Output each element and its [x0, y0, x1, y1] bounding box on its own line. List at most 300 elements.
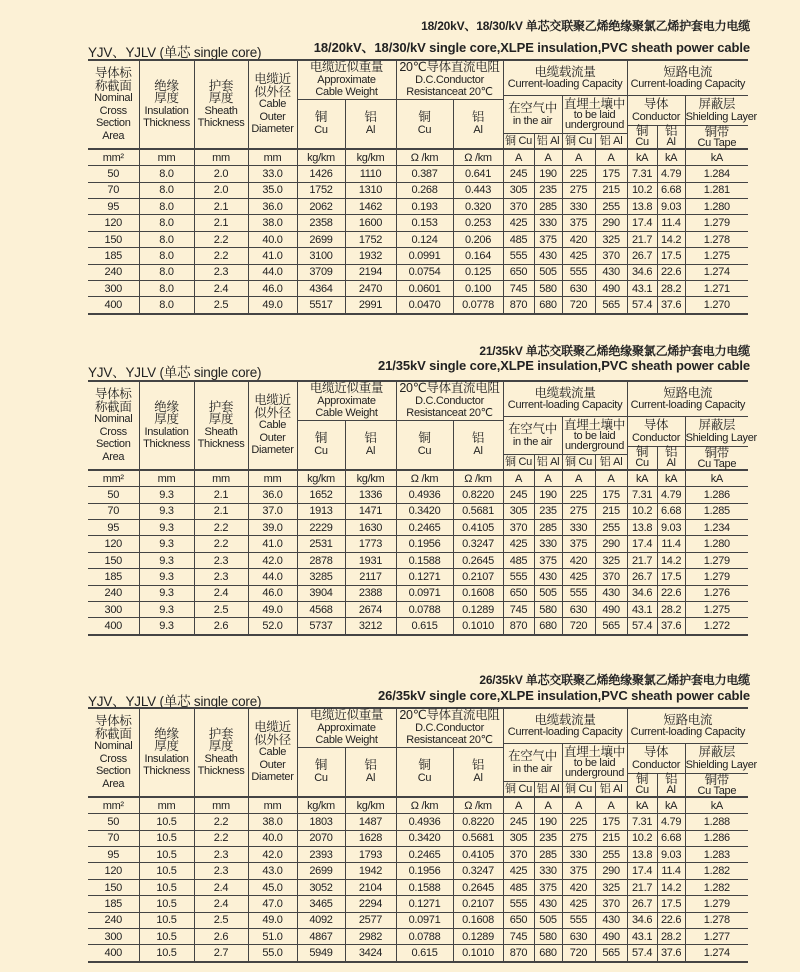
- data-cell: 650: [503, 585, 534, 601]
- header-line: D.C.Conductor: [415, 721, 484, 734]
- header-sheath: [194, 60, 248, 149]
- data-cell: 22.6: [657, 912, 685, 928]
- header-al: [657, 774, 685, 798]
- table-row: [88, 830, 748, 846]
- data-cell: 0.3247: [453, 863, 503, 879]
- unit-cell: mm: [248, 470, 297, 487]
- header-line: Approximate: [317, 73, 376, 86]
- header-line: 铝: [364, 431, 377, 446]
- data-cell: 2.2: [194, 536, 248, 552]
- data-cell: 2062: [297, 199, 345, 215]
- data-cell: 505: [534, 264, 562, 280]
- data-cell: 2.2: [194, 814, 248, 830]
- data-cell: 580: [534, 928, 562, 944]
- table-row: [88, 199, 748, 215]
- data-cell: 1.274: [685, 264, 748, 280]
- header-line: 20℃导体直流电阻: [399, 60, 500, 74]
- data-cell: 52.0: [248, 618, 297, 635]
- data-cell: 240: [88, 912, 139, 928]
- header-line: Thickness: [197, 765, 245, 778]
- data-cell: 1.270: [685, 297, 748, 314]
- unit-cell: mm: [139, 797, 194, 814]
- data-cell: 22.6: [657, 585, 685, 601]
- data-cell: 2.4: [194, 585, 248, 601]
- data-cell: 720: [562, 945, 595, 962]
- header-line: Insulation: [144, 104, 189, 117]
- data-cell: 1.275: [685, 248, 748, 264]
- data-cell: 745: [503, 280, 534, 296]
- data-cell: 42.0: [248, 552, 297, 568]
- data-cell: 2.0: [194, 166, 248, 182]
- header-line: 铜: [314, 431, 328, 446]
- unit-cell: kg/km: [297, 797, 345, 814]
- header-insulation: [139, 381, 194, 470]
- data-cell: 10.5: [139, 879, 194, 895]
- data-cell: 1471: [345, 503, 396, 519]
- data-cell: 305: [503, 503, 534, 519]
- data-cell: 21.7: [627, 879, 657, 895]
- data-cell: 330: [534, 536, 562, 552]
- header-cu-short: 铜 Cu: [503, 134, 534, 150]
- data-cell: 1.271: [685, 280, 748, 296]
- data-cell: 175: [595, 814, 627, 830]
- data-cell: 0.1956: [396, 863, 453, 879]
- data-cell: 430: [595, 585, 627, 601]
- data-cell: 0.125: [453, 264, 503, 280]
- data-cell: 46.0: [248, 280, 297, 296]
- data-cell: 505: [534, 585, 562, 601]
- header-short-circuit: [627, 60, 748, 96]
- data-cell: 1793: [345, 847, 396, 863]
- data-cell: 290: [595, 863, 627, 879]
- data-cell: 0.1271: [396, 896, 453, 912]
- data-cell: 720: [562, 297, 595, 314]
- unit-cell: mm: [194, 470, 248, 487]
- header-line: Cable Weight: [315, 734, 378, 746]
- table-row: [88, 215, 748, 231]
- data-cell: 1.279: [685, 569, 748, 585]
- data-cell: 650: [503, 912, 534, 928]
- data-cell: 17.5: [657, 569, 685, 585]
- table-row: [88, 520, 748, 536]
- data-cell: 0.1956: [396, 536, 453, 552]
- data-cell: 2.3: [194, 264, 248, 280]
- header-line: Current-loading Capacity: [630, 726, 746, 738]
- data-cell: 0.4936: [396, 814, 453, 830]
- header-line: Shielding Layer: [685, 110, 757, 123]
- unit-cell: A: [562, 797, 595, 814]
- data-cell: 630: [562, 928, 595, 944]
- header-line: 短路电流: [663, 712, 713, 727]
- data-cell: 425: [562, 248, 595, 264]
- data-cell: 680: [534, 297, 562, 314]
- unit-cell: A: [534, 470, 562, 487]
- data-cell: 1.272: [685, 618, 748, 635]
- data-cell: 2699: [297, 231, 345, 247]
- unit-cell: mm²: [88, 797, 139, 814]
- data-cell: 5737: [297, 618, 345, 635]
- data-cell: 1.275: [685, 601, 748, 617]
- data-cell: 28.2: [657, 928, 685, 944]
- data-cell: 1630: [345, 520, 396, 536]
- header-al-short: 铝 Al: [534, 455, 562, 471]
- unit-cell: mm: [139, 470, 194, 487]
- spec-table: [88, 707, 757, 963]
- header-line: Cu: [635, 457, 649, 470]
- data-cell: 13.8: [627, 847, 657, 863]
- header-line: Current-loading Capacity: [507, 399, 623, 411]
- data-cell: 3212: [345, 618, 396, 635]
- section-title-cn: 21/35kV 单芯交联聚乙烯绝缘聚氯乙烯护套电力电缆: [479, 344, 750, 358]
- data-cell: 225: [562, 487, 595, 503]
- header-cu: [297, 99, 345, 149]
- data-cell: 2470: [345, 280, 396, 296]
- unit-cell: Ω /km: [453, 470, 503, 487]
- header-line: Nominal: [94, 740, 133, 753]
- data-cell: 1.279: [685, 552, 748, 568]
- data-cell: 1.288: [685, 814, 748, 830]
- header-line: Cu: [635, 784, 649, 797]
- data-cell: 4867: [297, 928, 345, 944]
- header-short-circuit: [627, 708, 748, 744]
- data-cell: 9.3: [139, 487, 194, 503]
- data-cell: 0.0788: [396, 601, 453, 617]
- data-cell: 555: [503, 569, 534, 585]
- data-cell: 0.387: [396, 166, 453, 182]
- data-cell: 70: [88, 182, 139, 198]
- data-cell: 1931: [345, 552, 396, 568]
- header-line: 短路电流: [663, 385, 713, 400]
- unit-cell: mm: [194, 149, 248, 166]
- header-line: underground: [564, 440, 625, 453]
- header-line: Current-loading Capacity: [507, 78, 623, 90]
- header-line: Cable: [258, 98, 287, 111]
- unit-cell: kg/km: [345, 149, 396, 166]
- data-cell: 190: [534, 166, 562, 182]
- data-cell: 240: [88, 585, 139, 601]
- data-cell: 330: [562, 520, 595, 536]
- table-row: [88, 601, 748, 617]
- data-cell: 9.03: [657, 847, 685, 863]
- table-row: [88, 912, 748, 928]
- data-cell: 330: [562, 199, 595, 215]
- header-line: Cu: [314, 771, 328, 784]
- header-cu: [396, 747, 453, 797]
- unit-cell: mm²: [88, 470, 139, 487]
- data-cell: 10.5: [139, 814, 194, 830]
- data-cell: 425: [503, 863, 534, 879]
- unit-cell: A: [503, 149, 534, 166]
- data-cell: 2294: [345, 896, 396, 912]
- data-cell: 0.5681: [453, 503, 503, 519]
- data-cell: 34.6: [627, 264, 657, 280]
- data-cell: 375: [534, 231, 562, 247]
- data-cell: 485: [503, 231, 534, 247]
- header-line: Nominal: [94, 92, 133, 105]
- header-shielding: [685, 744, 757, 774]
- data-cell: 35.0: [248, 182, 297, 198]
- data-cell: 370: [595, 569, 627, 585]
- data-cell: 17.4: [627, 863, 657, 879]
- data-cell: 9.3: [139, 601, 194, 617]
- data-cell: 1652: [297, 487, 345, 503]
- header-conductor: [627, 96, 685, 126]
- header-line: Area: [102, 450, 125, 463]
- unit-cell: kA: [657, 797, 685, 814]
- header-line: Current-loading Capacity: [630, 78, 746, 90]
- header-line: Shielding Layer: [685, 758, 757, 771]
- header-al: [657, 126, 685, 150]
- data-cell: 0.0778: [453, 297, 503, 314]
- header-line: 20℃导体直流电阻: [399, 381, 500, 395]
- header-cu: [297, 747, 345, 797]
- data-cell: 3052: [297, 879, 345, 895]
- header-sheath: [194, 381, 248, 470]
- data-cell: 22.6: [657, 264, 685, 280]
- header-line: 直埋土壤中: [564, 417, 626, 432]
- data-cell: 505: [534, 912, 562, 928]
- header-line: Cu Tape: [697, 136, 737, 149]
- data-cell: 0.3420: [396, 503, 453, 519]
- unit-cell: mm²: [88, 149, 139, 166]
- data-cell: 9.3: [139, 585, 194, 601]
- data-cell: 8.0: [139, 231, 194, 247]
- data-cell: 1628: [345, 830, 396, 846]
- data-cell: 7.31: [627, 487, 657, 503]
- data-cell: 0.164: [453, 248, 503, 264]
- header-line: 铜: [314, 758, 328, 773]
- data-cell: 420: [562, 231, 595, 247]
- data-cell: 330: [534, 215, 562, 231]
- data-cell: 120: [88, 863, 139, 879]
- data-cell: 630: [562, 601, 595, 617]
- data-cell: 40.0: [248, 231, 297, 247]
- header-al-short: 铝 Al: [595, 455, 627, 471]
- data-cell: 10.2: [627, 182, 657, 198]
- header-line: 厚度: [208, 739, 234, 754]
- unit-cell: kg/km: [345, 797, 396, 814]
- data-cell: 43.1: [627, 928, 657, 944]
- data-cell: 8.0: [139, 182, 194, 198]
- data-cell: 325: [595, 231, 627, 247]
- header-line: 铝: [364, 110, 377, 125]
- data-cell: 1.278: [685, 912, 748, 928]
- data-cell: 0.268: [396, 182, 453, 198]
- header-line: Diameter: [251, 444, 294, 457]
- data-cell: 2229: [297, 520, 345, 536]
- data-cell: 9.3: [139, 503, 194, 519]
- header-line: Cable Weight: [315, 86, 378, 98]
- header-conductor: [627, 417, 685, 447]
- data-cell: 1.286: [685, 487, 748, 503]
- data-cell: 325: [595, 552, 627, 568]
- data-cell: 1310: [345, 182, 396, 198]
- data-cell: 17.5: [657, 248, 685, 264]
- unit-cell: A: [534, 797, 562, 814]
- header-line: in the air: [512, 114, 553, 127]
- data-cell: 745: [503, 928, 534, 944]
- header-cu: [627, 447, 657, 471]
- data-cell: 10.5: [139, 896, 194, 912]
- data-cell: 8.0: [139, 264, 194, 280]
- data-cell: 2531: [297, 536, 345, 552]
- data-cell: 2.6: [194, 618, 248, 635]
- header-diameter: [248, 708, 297, 797]
- header-current: [503, 381, 627, 417]
- data-cell: 5517: [297, 297, 345, 314]
- table-row: [88, 896, 748, 912]
- data-cell: 0.1289: [453, 601, 503, 617]
- data-cell: 175: [595, 166, 627, 182]
- data-cell: 240: [88, 264, 139, 280]
- data-cell: 0.4105: [453, 847, 503, 863]
- header-line: D.C.Conductor: [415, 73, 484, 86]
- data-cell: 400: [88, 945, 139, 962]
- data-cell: 2358: [297, 215, 345, 231]
- header-line: 铝: [664, 772, 678, 787]
- data-cell: 555: [562, 912, 595, 928]
- header-line: Area: [102, 129, 125, 142]
- data-cell: 0.0971: [396, 912, 453, 928]
- section-title-en: 26/35kV single core,XLPE insulation,PVC sheath power cable: [377, 688, 750, 703]
- unit-cell: kg/km: [297, 149, 345, 166]
- data-cell: 150: [88, 231, 139, 247]
- data-cell: 1487: [345, 814, 396, 830]
- data-cell: 290: [595, 215, 627, 231]
- data-cell: 6.68: [657, 503, 685, 519]
- data-cell: 0.1588: [396, 552, 453, 568]
- data-cell: 425: [562, 896, 595, 912]
- table-row: [88, 863, 748, 879]
- header-al: [657, 447, 685, 471]
- data-cell: 215: [595, 503, 627, 519]
- data-cell: 0.4105: [453, 520, 503, 536]
- data-cell: 565: [595, 945, 627, 962]
- header-diameter: [248, 381, 297, 470]
- data-cell: 0.1010: [453, 618, 503, 635]
- data-cell: 0.1588: [396, 879, 453, 895]
- header-line: Al: [365, 444, 376, 457]
- table-row: [88, 536, 748, 552]
- data-cell: 4364: [297, 280, 345, 296]
- header-line: Cu: [417, 444, 432, 457]
- data-cell: 1.234: [685, 520, 748, 536]
- unit-cell: kA: [627, 797, 657, 814]
- header-al-short: 铝 Al: [595, 134, 627, 150]
- header-area: [88, 381, 139, 470]
- data-cell: 2.7: [194, 945, 248, 962]
- header-line: 称截面: [94, 726, 132, 741]
- header-line: Nominal: [94, 413, 133, 426]
- data-cell: 2194: [345, 264, 396, 280]
- header-line: Cu: [417, 123, 432, 136]
- header-line: Cable: [258, 419, 287, 432]
- data-cell: 9.03: [657, 520, 685, 536]
- data-cell: 300: [88, 928, 139, 944]
- header-line: 铜: [635, 124, 649, 139]
- header-cu: [396, 420, 453, 470]
- header-cu-short: 铜 Cu: [503, 455, 534, 471]
- data-cell: 28.2: [657, 280, 685, 296]
- data-cell: 300: [88, 280, 139, 296]
- data-cell: 2.1: [194, 503, 248, 519]
- data-cell: 0.0991: [396, 248, 453, 264]
- data-cell: 330: [534, 863, 562, 879]
- header-shielding: [685, 96, 757, 126]
- data-cell: 0.0470: [396, 297, 453, 314]
- header-line: Al: [365, 771, 376, 784]
- data-cell: 0.0754: [396, 264, 453, 280]
- header-line: 屏蔽层: [698, 418, 736, 433]
- header-line: 导体标: [94, 387, 132, 402]
- header-line: Outer: [259, 758, 286, 771]
- header-in-air: [503, 744, 562, 782]
- data-cell: 43.1: [627, 280, 657, 296]
- data-cell: 9.3: [139, 520, 194, 536]
- unit-cell: kA: [657, 149, 685, 166]
- unit-cell: Ω /km: [396, 797, 453, 814]
- header-line: 铜带: [704, 772, 730, 787]
- header-al-short: 铝 Al: [534, 782, 562, 798]
- header-line: Area: [102, 777, 125, 790]
- header-line: Cu: [314, 444, 328, 457]
- data-cell: 37.0: [248, 503, 297, 519]
- header-line: Conductor: [632, 110, 681, 123]
- header-cu-short: 铜 Cu: [562, 455, 595, 471]
- data-cell: 11.4: [657, 863, 685, 879]
- data-cell: 185: [88, 569, 139, 585]
- header-line: 护套: [208, 78, 234, 93]
- header-line: 屏蔽层: [698, 745, 736, 760]
- header-cu: [627, 774, 657, 798]
- unit-cell: A: [595, 470, 627, 487]
- data-cell: 2.4: [194, 896, 248, 912]
- data-cell: 2.0: [194, 182, 248, 198]
- data-cell: 2.5: [194, 912, 248, 928]
- section-title-cn: 26/35kV 单芯交联聚乙烯绝缘聚氯乙烯护套电力电缆: [479, 673, 750, 687]
- header-cu-short: 铜 Cu: [562, 134, 595, 150]
- header-diameter: [248, 60, 297, 149]
- unit-cell: kA: [657, 470, 685, 487]
- data-cell: 225: [562, 814, 595, 830]
- table-row: [88, 552, 748, 568]
- data-cell: 21.7: [627, 552, 657, 568]
- data-cell: 870: [503, 297, 534, 314]
- data-cell: 290: [595, 536, 627, 552]
- header-weight: [297, 60, 396, 99]
- data-cell: 1.281: [685, 182, 748, 198]
- data-cell: 870: [503, 945, 534, 962]
- data-cell: 1462: [345, 199, 396, 215]
- data-cell: 17.4: [627, 536, 657, 552]
- unit-cell: mm: [139, 149, 194, 166]
- data-cell: 235: [534, 830, 562, 846]
- data-cell: 3904: [297, 585, 345, 601]
- table-row: [88, 166, 748, 182]
- data-cell: 305: [503, 182, 534, 198]
- header-line: in the air: [512, 435, 553, 448]
- header-resistance: [396, 381, 503, 420]
- data-cell: 0.124: [396, 231, 453, 247]
- unit-cell: A: [503, 797, 534, 814]
- data-cell: 485: [503, 552, 534, 568]
- data-cell: 44.0: [248, 569, 297, 585]
- unit-cell: A: [503, 470, 534, 487]
- data-cell: 0.0971: [396, 585, 453, 601]
- data-cell: 2.3: [194, 569, 248, 585]
- data-cell: 425: [562, 569, 595, 585]
- data-cell: 375: [562, 863, 595, 879]
